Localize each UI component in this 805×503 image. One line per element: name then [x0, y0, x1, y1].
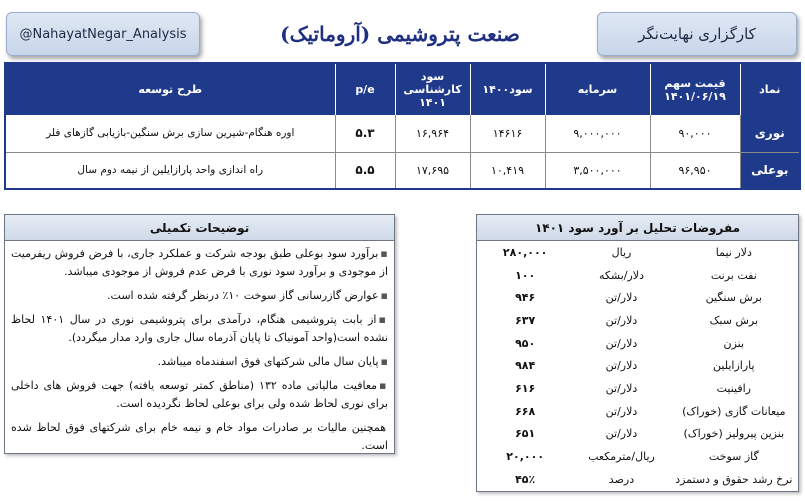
assumption-row — [477, 264, 798, 287]
row-plan: اوره هنگام-شیرین سازی برش سنگین-بازیابی گازهای فلر — [5, 115, 335, 152]
bullet-icon: ▪ — [378, 313, 388, 326]
assumption-unit: دلار/بشکه — [598, 268, 644, 282]
assumption-row — [477, 423, 798, 446]
notes-panel — [4, 214, 395, 454]
bullet-icon: ▪ — [380, 247, 388, 260]
assumption-name: نفت برنت — [710, 268, 757, 282]
row-symbol: بوعلی — [740, 152, 800, 189]
assumption-value: ۶۳۷ — [515, 313, 536, 327]
assumption-value: ۹۵۰ — [515, 336, 536, 350]
assumption-unit: دلار/تن — [605, 291, 638, 305]
assumption-row — [477, 468, 798, 491]
assumption-value: ۶۱۶ — [515, 381, 536, 395]
assumption-value: ۶۵۱ — [515, 427, 536, 441]
col-profit-1400: سود۱۴۰۰ — [470, 63, 545, 115]
table-row — [5, 152, 800, 189]
col-price — [650, 63, 740, 115]
col-capital: سرمایه — [545, 63, 650, 115]
page-title: صنعت پتروشیمی (آروماتیک) — [280, 22, 520, 46]
assumption-value: ۹۴۶ — [515, 291, 536, 305]
assumption-row — [477, 377, 798, 400]
assumption-name: میعانات گازی (خوراک) — [682, 404, 786, 418]
col-symbol: نماد — [740, 63, 800, 115]
row-price: ۹۶,۹۵۰ — [650, 152, 740, 189]
col-price-label: قیمت سهم ۱۴۰۱/۰۶/۱۹ — [664, 76, 726, 103]
assumption-name: گاز سوخت — [708, 450, 759, 464]
note-text: معافیت مالیاتی ماده ۱۳۲ (مناطق کمتر توسعه یافته) جهت فروش های داخلی برای نوری لحاظ شده ولی برای بوعلی لحاظ نگردیده است. — [11, 379, 388, 410]
assumption-row — [477, 445, 798, 468]
note-text: همچنین مالیات بر صادرات مواد خام و نیمه خام برای شرکتهای فوق لحاظ شده است. — [11, 421, 388, 452]
note-item — [11, 419, 388, 455]
note-item — [11, 353, 388, 371]
stocks-table-header — [5, 63, 800, 115]
note-item — [11, 377, 388, 413]
row-price: ۹۰,۰۰۰ — [650, 115, 740, 152]
note-text: پایان سال مالی شرکتهای فوق اسفندماه میباشد. — [157, 355, 379, 368]
col-plan: طرح توسعه — [5, 63, 335, 115]
row-pe: ۵.۳ — [335, 115, 395, 152]
row-symbol: نوری — [740, 115, 800, 152]
assumption-name: نرخ رشد حقوق و دستمزد — [675, 472, 793, 486]
assumption-unit: ریال/مترمکعب — [588, 450, 655, 464]
note-text: برآورد سود بوعلی طبق بودجه شرکت و عملکرد جاری، با فرض فروش ریفرمیت از موجودی و برآورد سود نوری با فرض عدم فروش از موجودی میباشد. — [11, 247, 388, 278]
note-text: از بابت پتروشیمی هنگام، درآمدی برای پتروشیمی نوری در سال ۱۴۰۱ لحاظ نشده است(واحد آمونیاک تا پایان آذرماه سال جاری وارد مدار میگردد). — [11, 313, 388, 344]
assumption-unit: دلار/تن — [605, 313, 638, 327]
assumption-value: ۱۰۰ — [515, 268, 536, 282]
row-pe: ۵.۵ — [335, 152, 395, 189]
notes-title: توضیحات تکمیلی — [5, 215, 394, 241]
assumption-row — [477, 354, 798, 377]
row-plan: راه اندازی واحد پارازایلین از نیمه دوم سال — [5, 152, 335, 189]
assumption-value: ۹۸۴ — [515, 359, 536, 373]
row-capital: ۳,۵۰۰,۰۰۰ — [545, 152, 650, 189]
table-row — [5, 115, 800, 152]
assumption-name: بنزن — [723, 336, 745, 350]
note-item — [11, 311, 388, 347]
agency-name: کارگزاری نهایت‌نگر — [638, 25, 756, 43]
handle-text: @NahayatNegar_Analysis — [19, 26, 187, 42]
bullet-icon: ▪ — [380, 289, 388, 302]
col-pe: p/e — [335, 63, 395, 115]
assumption-row — [477, 309, 798, 332]
assumptions-panel — [476, 214, 799, 492]
assumption-row — [477, 286, 798, 309]
assumption-name: رافینیت — [716, 381, 751, 395]
assumption-value: ۲۸۰,۰۰۰ — [502, 245, 548, 259]
assumption-unit: درصد — [608, 472, 635, 486]
notes-body — [5, 241, 394, 455]
assumptions-table — [477, 241, 798, 491]
row-profit-1400: ۱۴۶۱۶ — [470, 115, 545, 152]
agency-badge — [597, 12, 797, 56]
assumption-row — [477, 332, 798, 355]
note-item — [11, 287, 388, 305]
assumption-unit: دلار/تن — [605, 359, 638, 373]
assumption-name: پارازایلین — [713, 359, 755, 373]
row-profit-1400: ۱۰,۴۱۹ — [470, 152, 545, 189]
assumption-unit: دلار/تن — [605, 404, 638, 418]
row-profit-1401: ۱۷,۶۹۵ — [395, 152, 470, 189]
assumption-name: برش سنگین — [705, 291, 762, 305]
bullet-icon: ▪ — [380, 355, 388, 368]
row-capital: ۹,۰۰۰,۰۰۰ — [545, 115, 650, 152]
analysis-handle-badge — [6, 12, 200, 56]
bullet-icon: ▪ — [379, 379, 388, 392]
assumption-value: ۲۰,۰۰۰ — [506, 450, 545, 464]
row-profit-1401: ۱۶,۹۶۴ — [395, 115, 470, 152]
assumption-name: دلار نیما — [715, 245, 752, 259]
col-profit-1401: سود کارشناسی ۱۴۰۱ — [395, 63, 470, 115]
assumption-unit: ریال — [611, 245, 632, 259]
note-item — [11, 245, 388, 281]
assumption-row — [477, 241, 798, 264]
assumption-unit: دلار/تن — [605, 336, 638, 350]
assumption-value: ۴۵٪ — [515, 472, 536, 486]
assumption-name: برش سبک — [709, 313, 759, 327]
assumption-row — [477, 400, 798, 423]
assumption-unit: دلار/تن — [605, 381, 638, 395]
assumption-name: بنزین پیرولیز (خوراک) — [683, 427, 785, 441]
stocks-table — [4, 62, 801, 190]
assumptions-title: مفروضات تحلیل بر آورد سود ۱۴۰۱ — [477, 215, 798, 241]
assumption-value: ۶۶۸ — [515, 404, 536, 418]
assumption-unit: دلار/تن — [605, 427, 638, 441]
note-text: عوارض گازرسانی گاز سوخت ۱۰٪ درنظر گرفته شده است. — [107, 289, 379, 302]
